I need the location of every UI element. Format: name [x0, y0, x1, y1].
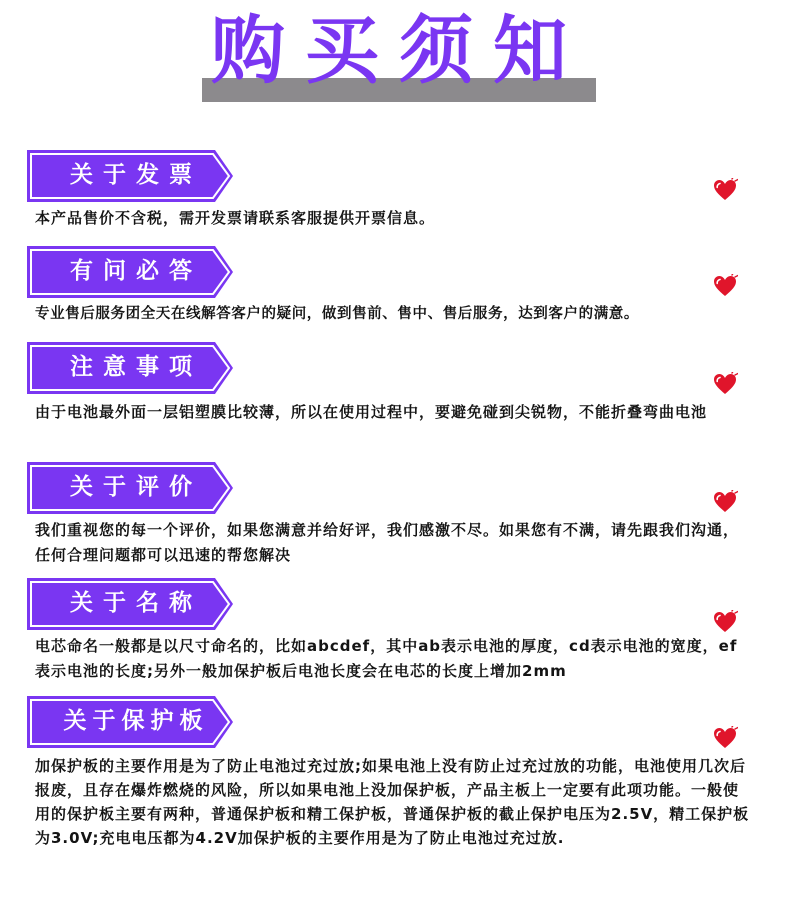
section-header	[27, 150, 233, 202]
section-naming	[0, 578, 790, 688]
section-body: 我们重视您的每一个评价，如果您满意并给好评，我们感激不尽。如果您有不满，请先跟我们沟通，任何合理问题都可以迅速的帮您解决	[35, 521, 740, 564]
section-body: 本产品售价不含税，需开发票请联系客服提供开票信息。	[35, 209, 436, 227]
section-header	[27, 246, 233, 298]
section-reviews	[0, 462, 790, 572]
section-title: 有问必答	[70, 258, 202, 284]
section-title: 关于发票	[70, 162, 202, 188]
section-title: 关于保护板	[63, 708, 209, 734]
section-body: 电芯命名一般都是以尺寸命名的，比如abcdef，其中ab表示电池的厚度，cd表示电池的宽度，ef表示电池的长度;另外一般加保护板后电池长度会在电芯的长度上增加2mm	[35, 637, 738, 680]
section-qa	[0, 246, 790, 326]
section-title: 注意事项	[70, 354, 202, 380]
section-header	[27, 696, 233, 748]
heart-icon	[712, 726, 738, 750]
page-title: 购买须知	[211, 8, 587, 94]
section-title: 关于名称	[70, 590, 202, 616]
heart-icon	[712, 178, 738, 202]
page-header	[0, 0, 790, 110]
section-body: 加保护板的主要作用是为了防止电池过充过放;如果电池上没有防止过充过放的功能，电池使用几次后报废，且存在爆炸燃烧的风险，所以如果电池上没加保护板，产品主板上一定要有此项功能。一般使用的保护板主要有两种，普通保护板和精工保护板，普通保护板的截止保护电压为2.5V，精工保护板为3.0V;充电电压都为4.2V加保护板的主要作用是为了防止电池过充过放.	[35, 757, 750, 847]
heart-icon	[712, 372, 738, 396]
section-title: 关于评价	[70, 474, 202, 500]
section-header	[27, 342, 233, 394]
section-header	[27, 578, 233, 630]
section-notes	[0, 342, 790, 452]
section-protection-board	[0, 696, 790, 906]
heart-icon	[712, 490, 738, 514]
section-body: 专业售后服务团全天在线解答客户的疑问，做到售前、售中、售后服务，达到客户的满意。	[35, 306, 639, 322]
section-invoice	[0, 150, 790, 230]
heart-icon	[712, 610, 738, 634]
section-body: 由于电池最外面一层铝塑膜比较薄，所以在使用过程中，要避免碰到尖锐物，不能折叠弯曲电池	[35, 403, 708, 421]
heart-icon	[712, 274, 738, 298]
section-header	[27, 462, 233, 514]
